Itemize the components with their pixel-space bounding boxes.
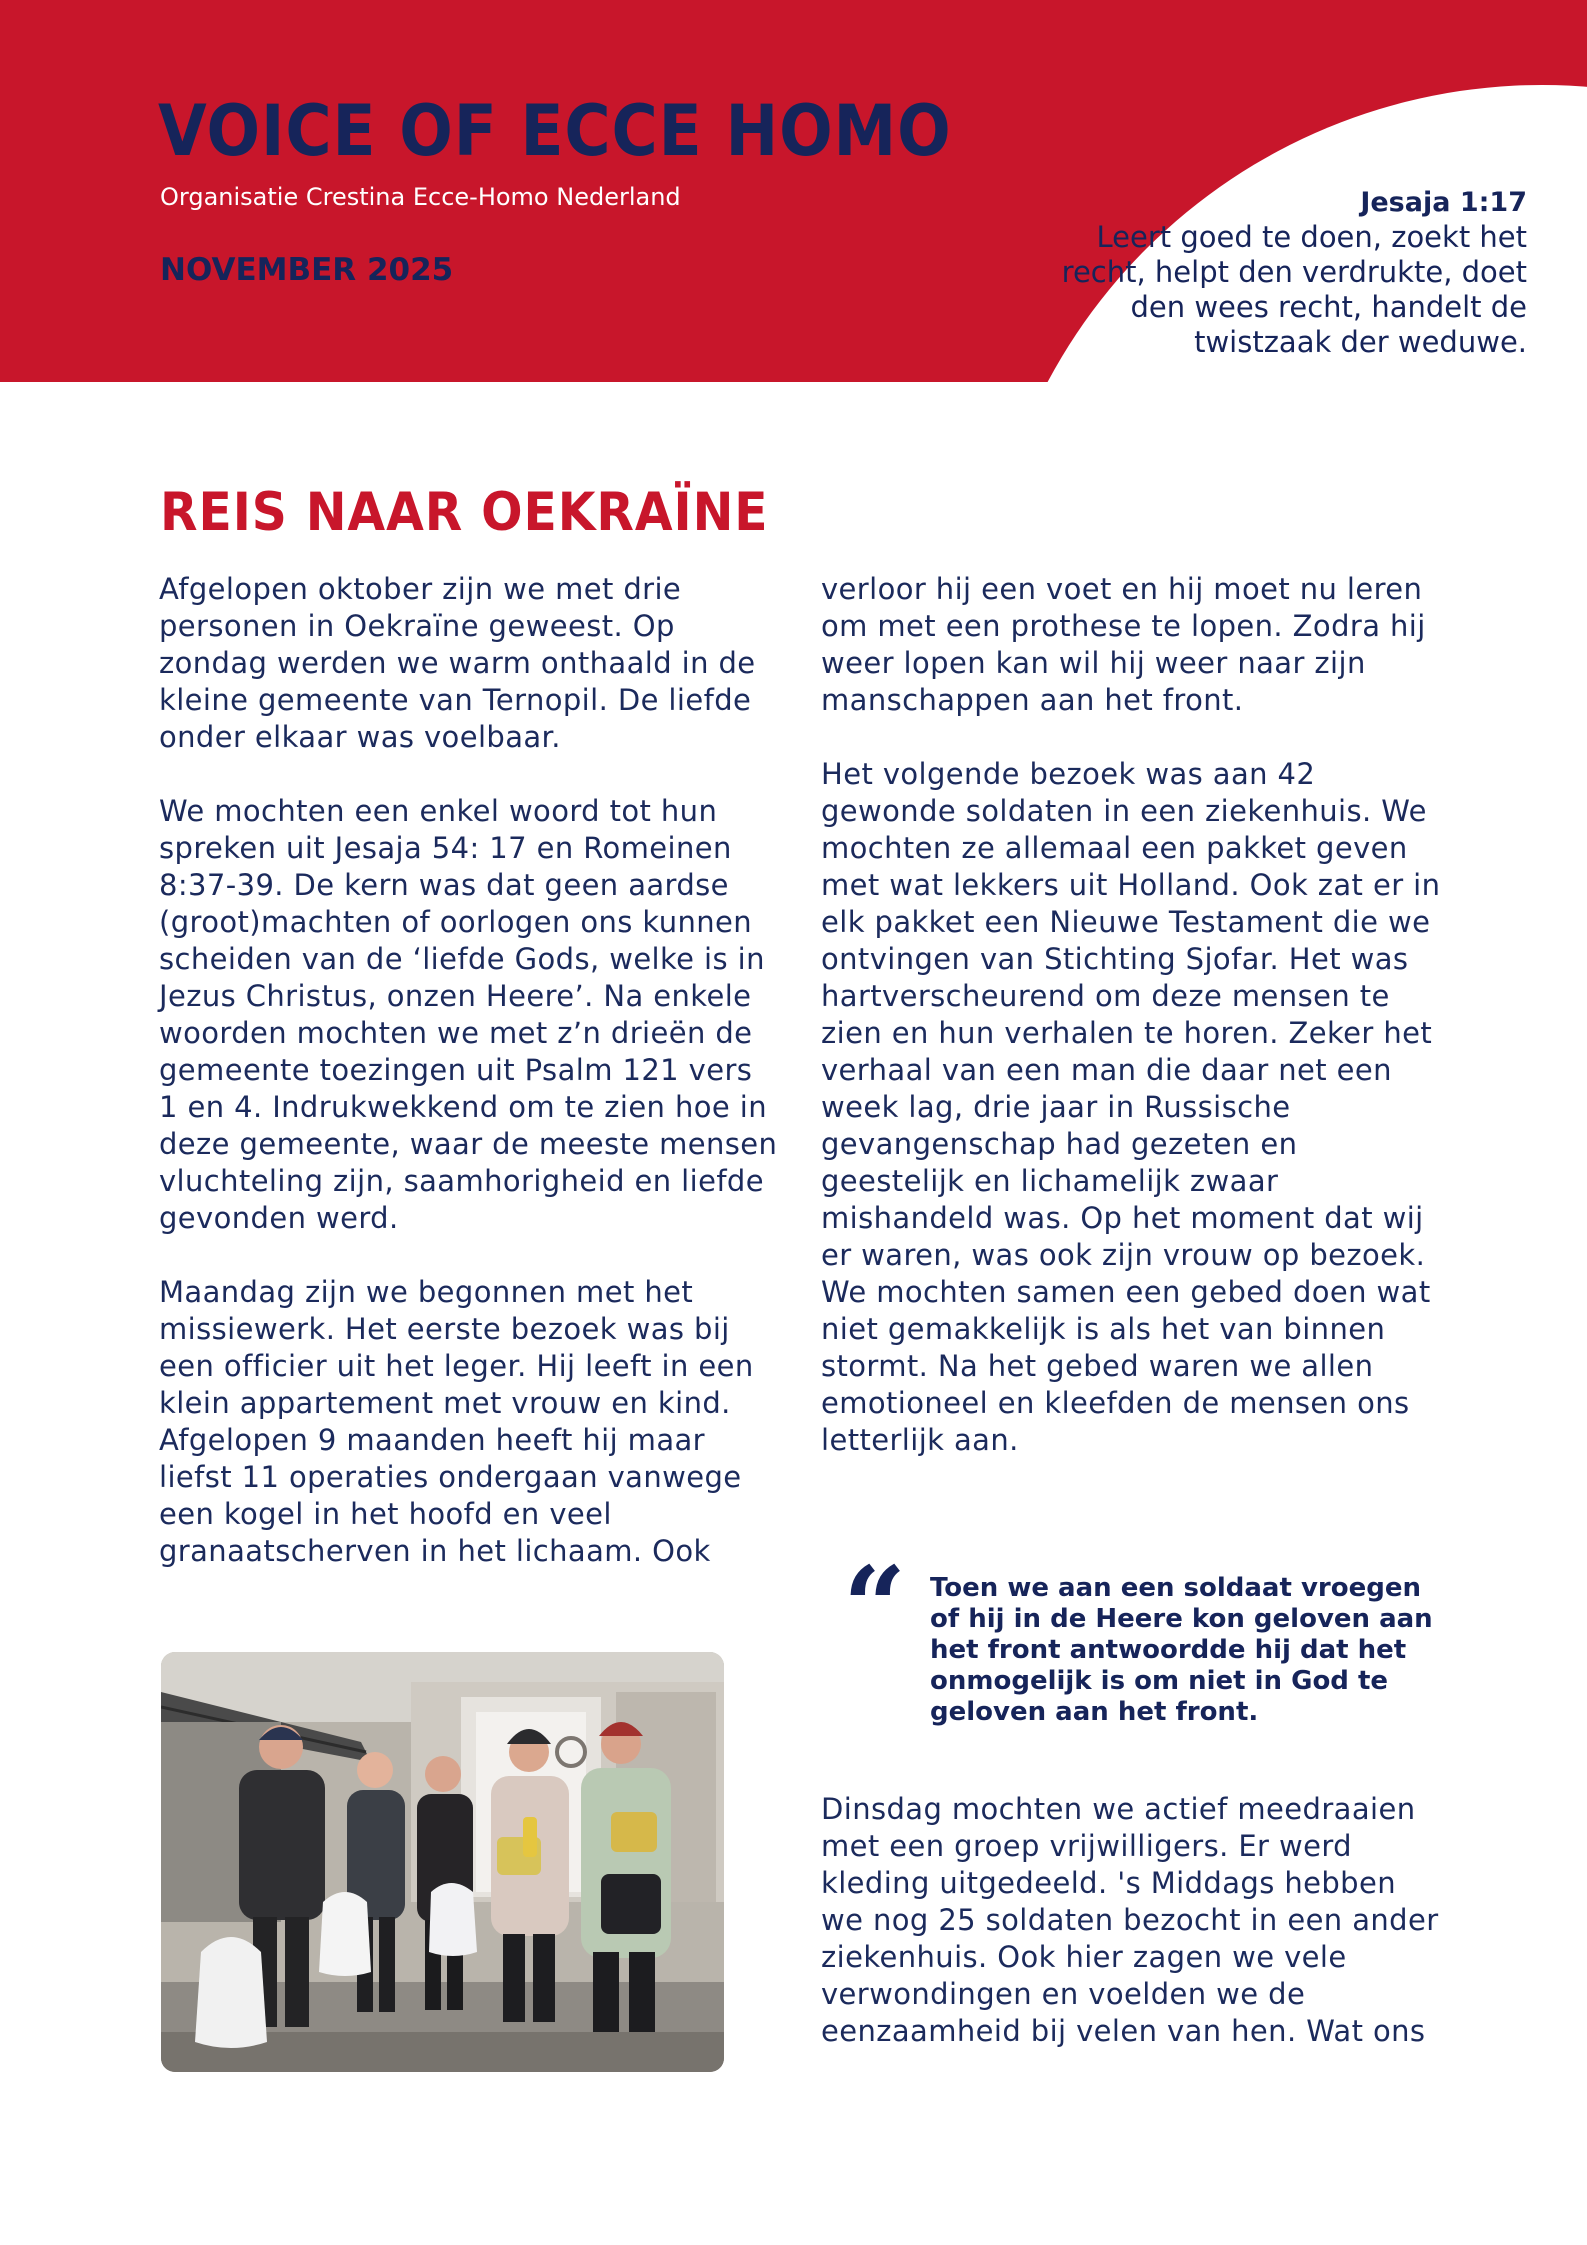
- article-title: REIS NAAR OEKRAÏNE: [160, 482, 769, 543]
- article-paragraph: We mochten een enkel woord tot hun spreken uit Jesaja 54: 17 en Romeinen 8:37-39. De kern was dat geen aardse (groot)machten of oorlogen ons kunnen scheiden van de ‘liefde Gods, welke is in Jezus Christus, onzen Heere’. Na enkele woorden mochten we met z’n drieën de gemeente toezingen uit Psalm 121 vers 1 en 4. Indrukwekkend om te zien hoe in deze gemeente, waar de meeste mensen vluchteling zijn, saamhorigheid en liefde gevonden werd.: [159, 794, 778, 1235]
- verse-reference: Jesaja 1:17: [1360, 187, 1527, 218]
- bible-verse: [1040, 186, 1527, 360]
- article-paragraph: Dinsdag mochten we actief meedraaien met een groep vrijwilligers. Er werd kleding uitgedeeld. 's Middags hebben we nog 25 soldaten bezocht in een ander ziekenhuis. Ook hier zagen we vele verwondingen en voelden we de eenzaamheid bij velen van hen. Wat ons: [821, 1792, 1439, 2048]
- issue-date: NOVEMBER 2025: [160, 252, 454, 288]
- newsletter-title: VOICE OF ECCE HOMO: [158, 90, 952, 172]
- article-paragraph: Afgelopen oktober zijn we met drie personen in Oekraïne geweest. Op zondag werden we warm onthaald in de kleine gemeente van Ternopil. De liefde onder elkaar was voelbaar.: [159, 572, 756, 754]
- article-column-right-continued: [821, 1791, 1441, 2050]
- verse-text: Leert goed te doen, zoekt het recht, helpt den verdrukte, doet den wees recht, handelt de twistzaak der weduwe.: [1061, 220, 1527, 359]
- group-photo: [161, 1652, 724, 2072]
- article-paragraph: Het volgende bezoek was aan 42 gewonde soldaten in een ziekenhuis. We mochten ze allemaal een pakket geven met wat lekkers uit Holland. Ook zat er in elk pakket een Nieuwe Testament die we ontvingen van Stichting Sjofar. Het was hartverscheurend om deze mensen te zien en hun verhalen te horen. Zeker het verhaal van een man die daar net een week lag, drie jaar in Russische gevangenschap had gezeten en geestelijk en lichamelijk zwaar mishandeld was. Op het moment dat wij er waren, was ook zijn vrouw op bezoek. We mochten samen een gebed doen wat niet gemakkelijk is als het van binnen stormt. Na het gebed waren we allen emotioneel en kleefden de mensen ons letterlijk aan.: [821, 757, 1441, 1457]
- pull-quote: Toen we aan een soldaat vroegen of hij in de Heere kon geloven aan het front antwoordde hij dat het onmogelijk is om niet in God te geloven aan het front.: [930, 1573, 1433, 1727]
- article-column-left: [159, 571, 779, 1570]
- organisation-subtitle: Organisatie Crestina Ecce-Homo Nederland: [160, 183, 681, 211]
- quote-mark-icon: “: [843, 1542, 907, 1671]
- article-column-right: [821, 571, 1441, 1459]
- article-paragraph: Maandag zijn we begonnen met het missiewerk. Het eerste bezoek was bij een officier uit het leger. Hij leeft in een klein appartement met vrouw en kind. Afgelopen 9 maanden heeft hij maar liefst 11 operaties ondergaan vanwege een kogel in het hoofd en veel granaatscherven in het lichaam. Ook: [159, 1275, 754, 1568]
- article-paragraph: verloor hij een voet en hij moet nu leren om met een prothese te lopen. Zodra hij weer lopen kan wil hij weer naar zijn manschappen aan het front.: [821, 572, 1426, 717]
